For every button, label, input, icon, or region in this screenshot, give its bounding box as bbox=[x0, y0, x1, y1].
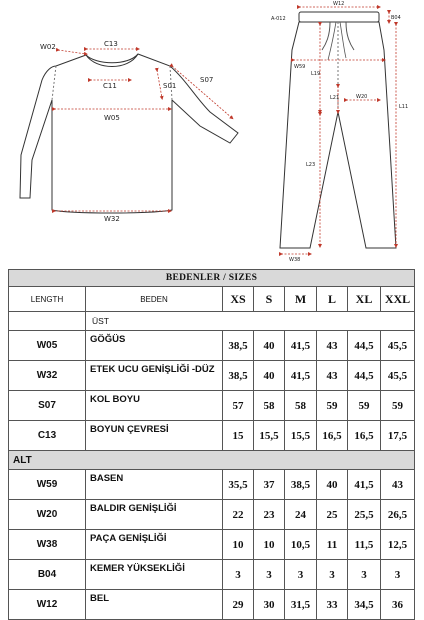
section-upper-label: ÜST bbox=[86, 312, 415, 331]
label-l19: L19 bbox=[311, 71, 321, 77]
size-value: 38,5 bbox=[285, 470, 317, 500]
size-value: 41,5 bbox=[348, 470, 381, 500]
table-row bbox=[9, 331, 415, 361]
size-value: 3 bbox=[348, 560, 381, 590]
header-length: LENGTH bbox=[9, 287, 86, 312]
upper-rows bbox=[9, 331, 415, 451]
section-upper-row bbox=[9, 312, 415, 331]
size-value: 3 bbox=[381, 560, 415, 590]
size-value: 10 bbox=[223, 530, 254, 560]
size-value: 17,5 bbox=[381, 421, 415, 451]
section-lower-row bbox=[9, 451, 415, 470]
table-row bbox=[9, 500, 415, 530]
measure-code: W05 bbox=[9, 331, 86, 361]
size-value: 16,5 bbox=[317, 421, 348, 451]
size-value: 43 bbox=[381, 470, 415, 500]
header-beden: BEDEN bbox=[86, 287, 223, 312]
size-value: 38,5 bbox=[223, 331, 254, 361]
size-value: 41,5 bbox=[285, 331, 317, 361]
size-value: 33 bbox=[317, 590, 348, 620]
size-value: 58 bbox=[285, 391, 317, 421]
label-b04: B04 bbox=[391, 15, 401, 21]
header-size-xl: XL bbox=[348, 287, 381, 312]
table-row bbox=[9, 560, 415, 590]
size-value: 25,5 bbox=[348, 500, 381, 530]
measure-code: W38 bbox=[9, 530, 86, 560]
table-title: BEDENLER / SIZES bbox=[9, 270, 415, 287]
size-value: 59 bbox=[317, 391, 348, 421]
label-w20: W20 bbox=[356, 94, 368, 100]
size-value: 10,5 bbox=[285, 530, 317, 560]
header-size-xs: XS bbox=[223, 287, 254, 312]
measure-name: BEL bbox=[86, 590, 223, 620]
label-w12: W12 bbox=[333, 1, 345, 7]
size-value: 3 bbox=[285, 560, 317, 590]
measure-code: W32 bbox=[9, 361, 86, 391]
size-value: 40 bbox=[254, 361, 285, 391]
size-value: 45,5 bbox=[381, 331, 415, 361]
measure-code: W59 bbox=[9, 470, 86, 500]
size-value: 29 bbox=[223, 590, 254, 620]
label-c13: C13 bbox=[104, 40, 118, 48]
label-c11: C11 bbox=[103, 82, 117, 90]
table-row bbox=[9, 421, 415, 451]
size-value: 23 bbox=[254, 500, 285, 530]
header-size-m: M bbox=[285, 287, 317, 312]
size-value: 22 bbox=[223, 500, 254, 530]
size-value: 44,5 bbox=[348, 361, 381, 391]
measure-name: KEMER YÜKSEKLİĞİ bbox=[86, 560, 223, 590]
table-row bbox=[9, 391, 415, 421]
measure-name: BALDIR GENİŞLİĞİ bbox=[86, 500, 223, 530]
measure-name: BOYUN ÇEVRESİ bbox=[86, 421, 223, 451]
lower-rows bbox=[9, 470, 415, 620]
label-w38: W38 bbox=[289, 257, 301, 262]
measure-code: B04 bbox=[9, 560, 86, 590]
measure-name: GÖĞÜS bbox=[86, 331, 223, 361]
size-value: 15,5 bbox=[285, 421, 317, 451]
size-chart-table bbox=[8, 269, 415, 620]
size-value: 38,5 bbox=[223, 361, 254, 391]
measure-name: BASEN bbox=[86, 470, 223, 500]
size-value: 3 bbox=[254, 560, 285, 590]
table-row bbox=[9, 470, 415, 500]
garment-diagram bbox=[0, 0, 424, 262]
size-value: 35,5 bbox=[223, 470, 254, 500]
pants-sketch bbox=[280, 12, 396, 248]
size-value: 15,5 bbox=[254, 421, 285, 451]
label-l11: L11 bbox=[399, 104, 409, 110]
size-value: 25 bbox=[317, 500, 348, 530]
table-row bbox=[9, 361, 415, 391]
label-a012: A-012 bbox=[271, 16, 286, 22]
garment-sketch bbox=[0, 0, 424, 262]
label-w32: W32 bbox=[104, 215, 120, 223]
table-header-row bbox=[9, 287, 415, 312]
size-value: 36 bbox=[381, 590, 415, 620]
size-value: 59 bbox=[381, 391, 415, 421]
size-value: 59 bbox=[348, 391, 381, 421]
size-value: 58 bbox=[254, 391, 285, 421]
size-value: 30 bbox=[254, 590, 285, 620]
table-row bbox=[9, 530, 415, 560]
size-value: 43 bbox=[317, 361, 348, 391]
label-l21: L21 bbox=[330, 95, 340, 101]
header-size-l: L bbox=[317, 287, 348, 312]
size-value: 24 bbox=[285, 500, 317, 530]
measure-name: ETEK UCU GENİŞLİĞİ -DÜZ bbox=[86, 361, 223, 391]
size-value: 45,5 bbox=[381, 361, 415, 391]
size-value: 3 bbox=[223, 560, 254, 590]
label-s01: S01 bbox=[163, 82, 177, 90]
measure-name: PAÇA GENİŞLİĞİ bbox=[86, 530, 223, 560]
measure-code: W12 bbox=[9, 590, 86, 620]
size-value: 12,5 bbox=[381, 530, 415, 560]
label-s07: S07 bbox=[200, 76, 214, 84]
table-title-row bbox=[9, 270, 415, 287]
header-size-xxl: XXL bbox=[381, 287, 415, 312]
measure-code: S07 bbox=[9, 391, 86, 421]
label-w02: W02 bbox=[40, 43, 56, 51]
table-row bbox=[9, 590, 415, 620]
size-value: 37 bbox=[254, 470, 285, 500]
section-lower-label: ALT bbox=[9, 451, 415, 470]
size-value: 31,5 bbox=[285, 590, 317, 620]
size-value: 26,5 bbox=[381, 500, 415, 530]
label-w05: W05 bbox=[104, 114, 120, 122]
header-size-s: S bbox=[254, 287, 285, 312]
size-value: 41,5 bbox=[285, 361, 317, 391]
size-value: 15 bbox=[223, 421, 254, 451]
size-value: 57 bbox=[223, 391, 254, 421]
label-l23: L23 bbox=[306, 162, 316, 168]
size-value: 11,5 bbox=[348, 530, 381, 560]
measure-code: W20 bbox=[9, 500, 86, 530]
size-value: 44,5 bbox=[348, 331, 381, 361]
size-value: 43 bbox=[317, 331, 348, 361]
size-value: 10 bbox=[254, 530, 285, 560]
pants-measure-lines bbox=[281, 7, 396, 254]
measure-code: C13 bbox=[9, 421, 86, 451]
label-w59: W59 bbox=[294, 64, 306, 70]
size-value: 11 bbox=[317, 530, 348, 560]
measure-name: KOL BOYU bbox=[86, 391, 223, 421]
size-value: 40 bbox=[317, 470, 348, 500]
top-measure-lines bbox=[54, 49, 232, 211]
size-value: 16,5 bbox=[348, 421, 381, 451]
size-value: 34,5 bbox=[348, 590, 381, 620]
size-value: 40 bbox=[254, 331, 285, 361]
size-value: 3 bbox=[317, 560, 348, 590]
